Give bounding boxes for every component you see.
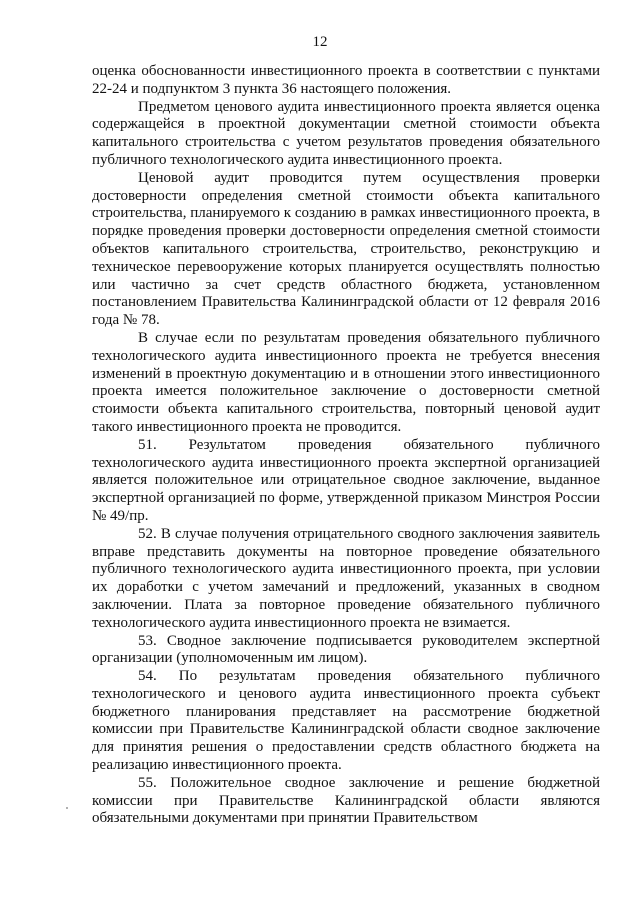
page-number: 12	[312, 34, 328, 50]
paragraph-price-audit-procedure: Ценовой аудит проводится путем осуществления проверки достоверности определения сметной стоимости объекта капитального строительства, планируемого к созданию в рамках инвестиционного проекта, в порядке проведения проверки достоверности определения сметной стоимости объектов капитального строительства, строительство, реконструкцию и техническое перевооружение которых планируется осуществлять полностью или частично за счет средств областного бюджета, установленном постановлением Правительства Калининградской области от 12 февраля 2016 года № 78.	[92, 169, 600, 329]
paragraph-price-audit-subject: Предметом ценового аудита инвестиционного проекта является оценка содержащейся в проектной документации сметной стоимости объекта капитального строительства с учетом результатов проведения обязательного публичного технологического аудита инвестиционного проекта.	[92, 98, 600, 168]
paragraph-continuation: оценка обоснованности инвестиционного проекта в соответствии с пунктами 22-24 и подпунктом 3 пункта 36 настоящего положения.	[92, 63, 600, 97]
page-body	[92, 63, 600, 828]
paragraph-no-repeat-audit: В случае если по результатам проведения обязательного публичного технологического аудита инвестиционного проекта не требуется внесения изменений в проектную документацию и в отношении этого инвестиционного проекта имеется положительное заключение о достоверности сметной стоимости объекта капитального строительства, повторный ценовой аудит такого инвестиционного проекта не проводится.	[92, 329, 600, 435]
paragraph-51: 51. Результатом проведения обязательного публичного технологического аудита инвестиционного проекта экспертной организацией является положительное или отрицательное сводное заключение, выданное экспертной организацией по форме, утвержденной приказом Минстроя России № 49/пр.	[92, 436, 600, 524]
paragraph-55: 55. Положительное сводное заключение и решение бюджетной комиссии при Правительстве Калининградской области являются обязательными документами при принятии Правительством	[92, 774, 600, 827]
paragraph-53: 53. Сводное заключение подписывается руководителем экспертной организации (уполномоченным им лицом).	[92, 632, 600, 667]
paragraph-54: 54. По результатам проведения обязательного публичного технологического и ценового аудита инвестиционного проекта субъект бюджетного планирования представляет на рассмотрение бюджетной комиссии при Правительстве Калининградской области сводное заключение для принятия решения о предоставлении средств областного бюджета на реализацию инвестиционного проекта.	[92, 668, 600, 774]
paragraph-52: 52. В случае получения отрицательного сводного заключения заявитель вправе представить документы на повторное проведение обязательного публичного технологического аудита инвестиционного проекта, при условии их доработки с учетом замечаний и предложений, указанных в сводном заключении. Плата за повторное проведение обязательного публичного технологического аудита инвестиционного проекта не взимается.	[92, 525, 600, 631]
scan-speck	[66, 807, 68, 809]
